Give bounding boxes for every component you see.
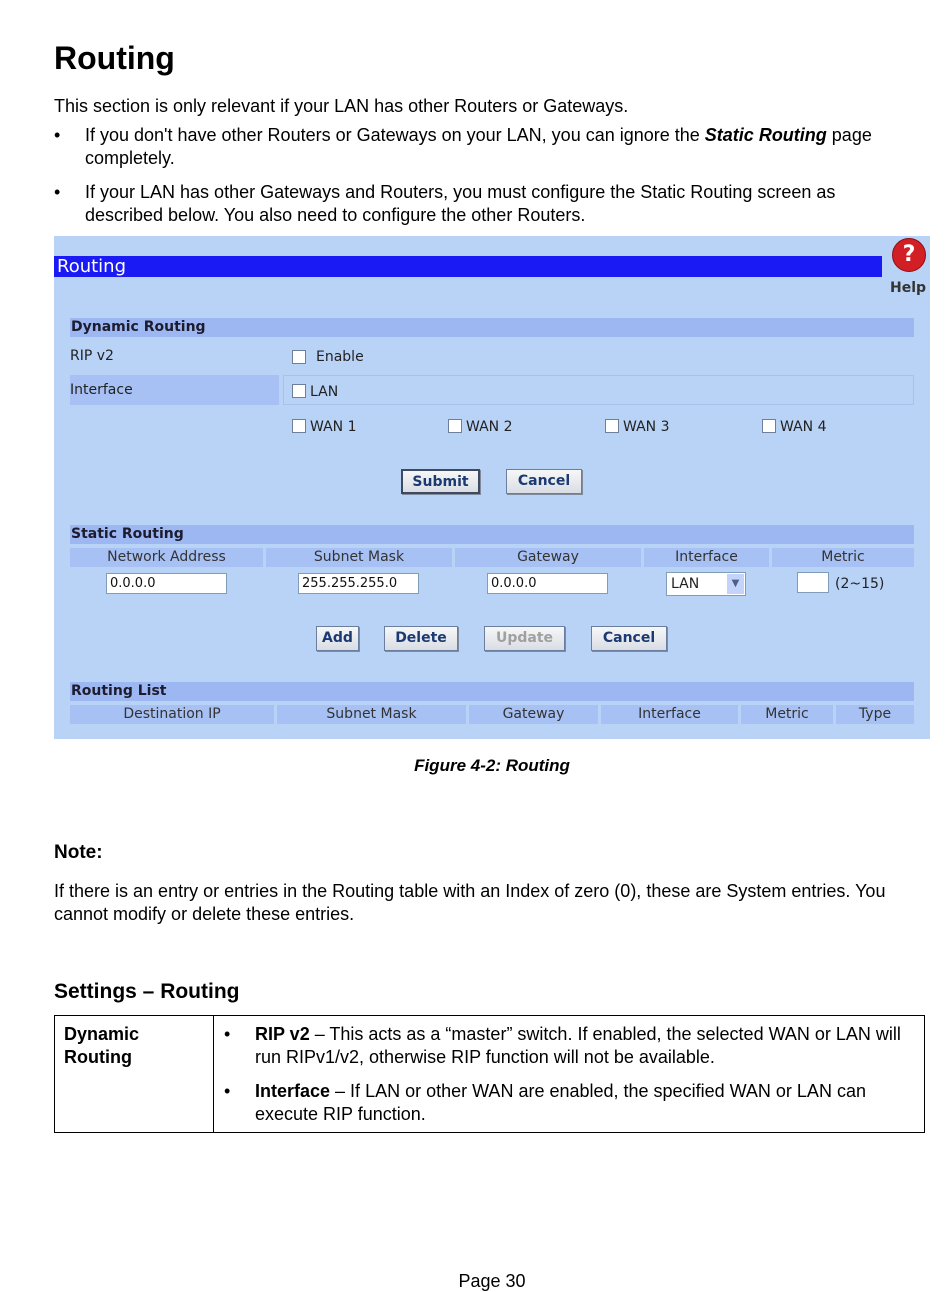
col-subnet-mask: Subnet Mask [266,548,452,567]
settings-table [54,1015,925,1133]
wan4-label: WAN 4 [780,419,827,435]
gateway-input[interactable]: 0.0.0.0 [487,573,608,594]
interface-label: Interface [70,382,133,398]
bullet-text-end: page completely. [85,125,872,168]
delete-button[interactable]: Delete [384,626,458,651]
bullet-text: If you don't have other Routers or Gateways on your LAN, you can ignore the [85,125,705,145]
page-heading: Routing [54,40,175,76]
col-destination-ip: Destination IP [70,705,274,724]
col-list-gateway: Gateway [469,705,598,724]
bullet-dot: • [224,1024,231,1044]
list-item [224,1080,914,1126]
metric-input[interactable] [797,572,829,593]
submit-button[interactable]: Submit [401,469,480,494]
screen-title: Routing [54,256,882,277]
item-term: Interface [255,1081,331,1101]
bullet-dot: • [224,1081,231,1101]
wan3-label: WAN 3 [623,419,670,435]
chevron-down-icon[interactable]: ▼ [727,574,744,594]
table-row [55,1016,925,1133]
dynamic-routing-header: Dynamic Routing [70,318,914,337]
item-desc: – If LAN or other WAN are enabled, the specified WAN or LAN can execute RIP function. [255,1081,866,1124]
subnet-mask-input[interactable]: 255.255.255.0 [298,573,419,594]
list-item [224,1023,914,1069]
static-routing-header: Static Routing [70,525,914,544]
col-network-address: Network Address [70,548,263,567]
update-button[interactable]: Update [484,626,565,651]
dynamic-cancel-button[interactable]: Cancel [506,469,582,494]
settings-key: Dynamic Routing [55,1016,214,1133]
wan2-label: WAN 2 [466,419,513,435]
routing-screenshot [54,236,930,739]
note-text: If there is an entry or entries in the Routing table with an Index of zero (0), these are System entries. You cannot modify or delete these entries. [54,881,886,924]
wan3-checkbox[interactable] [605,419,619,433]
wan1-label: WAN 1 [310,419,357,435]
settings-value [214,1016,925,1133]
bullet-dot: • [54,182,61,202]
bullet-item [54,124,914,170]
settings-heading: Settings – Routing [54,980,240,1003]
col-gateway: Gateway [455,548,641,567]
help-icon: ? [892,238,926,272]
intro-bullets [54,124,914,238]
col-list-type: Type [836,705,914,724]
col-interface: Interface [644,548,769,567]
routing-list-header: Routing List [70,682,914,701]
ripv2-enable-checkbox[interactable] [292,350,306,364]
bullet-dot: • [54,125,61,145]
note-heading: Note: [54,842,103,863]
bullet-item [54,181,914,227]
interface-options [283,375,914,405]
static-cancel-button[interactable]: Cancel [591,626,667,651]
interface-select[interactable] [666,572,746,596]
help-label: Help [890,280,927,296]
lan-label: LAN [310,384,339,400]
wan2-checkbox[interactable] [448,419,462,433]
lan-checkbox[interactable] [292,384,306,398]
help-button[interactable] [888,238,928,298]
item-term: RIP v2 [255,1024,310,1044]
network-address-input[interactable]: 0.0.0.0 [106,573,227,594]
item-desc: – This acts as a “master” switch. If enabled, the selected WAN or LAN will run RIPv1/v2, otherwise RIP function will not be available. [255,1024,901,1067]
add-button[interactable]: Add [316,626,359,651]
col-list-metric: Metric [741,705,833,724]
interface-select-value: LAN [671,576,700,592]
col-list-interface: Interface [601,705,738,724]
bullet-emphasis: Static Routing [704,125,827,145]
figure-caption: Figure 4-2: Routing [414,756,570,775]
enable-label: Enable [316,349,364,365]
wan1-checkbox[interactable] [292,419,306,433]
col-list-subnet-mask: Subnet Mask [277,705,466,724]
metric-hint: (2~15) [835,576,885,592]
col-metric: Metric [772,548,914,567]
bullet-text: If your LAN has other Gateways and Routers, you must configure the Static Routing screen as described below. You also need to configure the other Routers. [85,182,836,225]
intro-text: This section is only relevant if your LAN has other Routers or Gateways. [54,96,629,116]
wan4-checkbox[interactable] [762,419,776,433]
ripv2-label: RIP v2 [70,348,114,364]
page-number: Page 30 [458,1271,526,1291]
